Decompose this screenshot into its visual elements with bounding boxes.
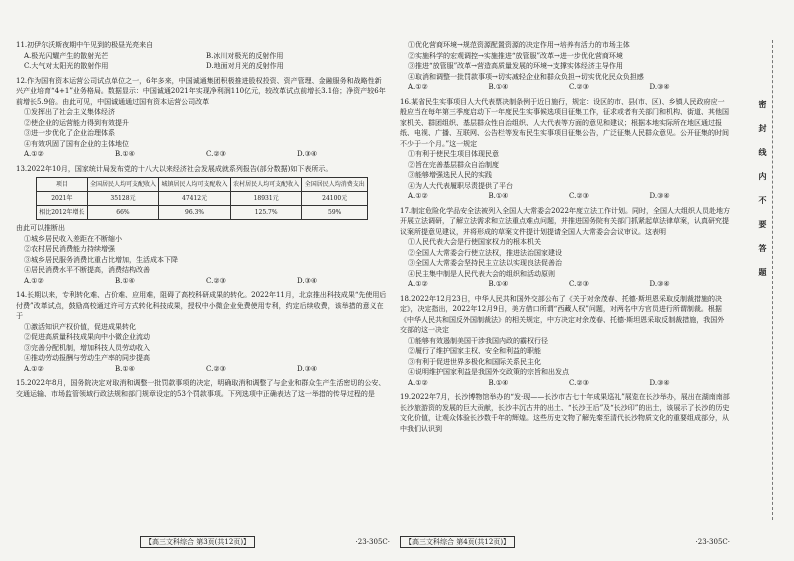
table-header: 项目 xyxy=(37,178,88,192)
question-stem: 11.初伊尔沃斯夜期中午见到的极昼光亮来自 xyxy=(16,41,154,49)
statement: ①有利于使民生项目体现民意 xyxy=(408,150,499,158)
question-14 xyxy=(16,290,388,374)
table-row xyxy=(37,192,368,206)
option-a[interactable]: A.①② xyxy=(408,83,428,91)
option-a[interactable]: A.①② xyxy=(408,280,428,288)
option-a[interactable]: A.①② xyxy=(408,192,428,200)
answer-options xyxy=(16,364,388,375)
statement: ④有效巩固了国有企业的主体地位 xyxy=(24,139,129,148)
question-stem: 15.2022年8月，国务院决定对取消和调整一批罚款事项的决定，明确取消和调整了与企业和群众生产生活密切的公安、交通运输、市场监管领域行政法规和部门规章设定的53个罚款事项。下列选项中正确表达了这一举措的传导过程的是 xyxy=(16,379,386,398)
option-a[interactable]: A.①② xyxy=(408,378,428,387)
statement: ②旨在完善基层群众自治制度 xyxy=(408,160,499,169)
table-row xyxy=(37,206,368,220)
page-footer-left xyxy=(140,536,390,548)
statement: ③完善分配机制，增加科技人员劳动收入 xyxy=(24,343,150,352)
statement: ④推动劳动报酬与劳动生产率的同步提高 xyxy=(24,354,150,362)
option-b[interactable]: B.①④ xyxy=(115,364,135,373)
statement: ④为人大代表履职尽责提供了平台 xyxy=(408,181,513,190)
table-cell: 35128元 xyxy=(87,192,159,206)
left-column xyxy=(16,40,388,403)
option-c[interactable]: C.②③ xyxy=(569,378,589,387)
option-b[interactable]: B.①④ xyxy=(488,280,509,288)
statement: ③推进“放管服”改革→营造高质量发展的环境→支撑实体经济主导作用 xyxy=(408,62,623,70)
answer-options xyxy=(16,51,388,72)
answer-options xyxy=(400,279,730,290)
statement: ④取消和调整一批罚款事项→切实减轻企业和群众负担→切实优化民众负担感 xyxy=(408,72,644,81)
question-18 xyxy=(400,294,730,389)
statement: ②农村居民消费能力持续增强 xyxy=(24,245,115,253)
table-cell: 66% xyxy=(87,206,159,220)
statement: ②促进高质量科技成果向中小微企业流动 xyxy=(24,333,150,341)
answer-options xyxy=(16,149,388,160)
statement: ③能够增强选民人民的实践 xyxy=(408,171,492,179)
table-cell: 2021年 xyxy=(37,192,88,206)
statement: ③进一步优化了企业治理体系 xyxy=(24,129,115,137)
question-12 xyxy=(16,76,388,160)
page-footer-right xyxy=(400,536,730,548)
table-header: 农村居民人均可支配收入 xyxy=(230,178,302,192)
question-stem: 13.2022年10月，国家统计局发布党的十八大以来经济社会发展成就系列报告(部分数据)如下表所示。 xyxy=(16,164,333,173)
table-cell: 18931元 xyxy=(230,192,302,206)
statement: ②全国人大常委会行使立法权，推进法治国家建设 xyxy=(408,248,562,257)
seal-line-note: 密封线内不要答题 xyxy=(758,100,768,292)
question-stem: 16.某省民生实事项目人大代表票决制条例于近日施行，规定：设区的市、县(市、区)、乡镇人民政府应一般应当在每年第三季度启动下一年度民生实事候选项目征集工作，征求或者有关部门和机构、街道、其他国家机关、群团组织、基层群众性自治组织、人大代表等方面的意见和建议；根据本地实际所在地区通过报纸、电视、广播、互联网、公告栏等发布民生实事项目征集公告，广泛征集人民群众意见。公开征集的时间不少于一个月。”这一规定 xyxy=(400,97,729,148)
question-15 xyxy=(16,378,388,399)
question-17 xyxy=(400,206,730,290)
question-stem: 12.作为国有资本运营公司试点单位之一，6年多来，中国诚通集团积极推进股权投资、资产管理、金融服务和战略性新兴产业培育“4+1”业务格局。数据显示：中国诚通2021年实现净利润110亿元，较改革试点前增长3.1倍；净资产较6年前增长5.9倍。由此可见，中国诚通通过国有资本运营公司改革 xyxy=(16,76,386,106)
table-cell: 125.7% xyxy=(230,206,302,220)
statement: ③城乡居民服务消费比重占比增加，生活成本下降 xyxy=(24,255,178,264)
statement: ②履行了维护国家主权、安全和利益的职能 xyxy=(408,347,541,355)
question-19 xyxy=(400,392,730,434)
option-c[interactable]: C.②③ xyxy=(206,364,226,373)
table-cell: 24100元 xyxy=(302,192,368,206)
question-16 xyxy=(400,97,730,202)
table-cell: 相比2012年增长 xyxy=(37,206,88,220)
answer-options xyxy=(400,82,730,93)
option-b[interactable]: B.①④ xyxy=(115,150,135,158)
option-b[interactable]: B.①④ xyxy=(488,378,509,387)
statement: ①优化营商环境→规范资源配置资源的决定作用→培养有活力的市场主体 xyxy=(408,41,630,49)
table-header-row xyxy=(37,178,368,192)
option-d[interactable]: D.③④ xyxy=(649,378,670,387)
option-b[interactable]: B.①④ xyxy=(488,192,509,200)
statement: ③有利于促进世界多极化和国际关系民主化 xyxy=(408,357,541,366)
statement: ④说明维护国家利益是我国外交政策的宗旨和出发点 xyxy=(408,368,569,376)
statement: ②实施科学的宏观调控→实施推进“放管服”改革→进一步优化营商环境 xyxy=(408,51,623,60)
statement: ①人民代表大会是行使国家权力的根本机关 xyxy=(408,238,541,246)
question-stem: 17.制定危险化学品安全法被列入全国人大常委会2022年度立法工作计划。同时，全国人大组织人员赴地方开展立法调研，了解立法需求和立法重点难点问题，并推进国务院有关部门抓紧起草法律草案，认真研究提议案所提意见建议，并将形成的草案文件提计划提请全国人大常委会会议审议。这表明 xyxy=(400,206,730,236)
option-b[interactable]: B.冰川对极光的反射作用 xyxy=(206,51,284,60)
question-stem: 14.长期以来，专利转化难、占价难、应用难，阻碍了高校科研成果的转化。2022年11月，北京推出科技成果“先使用后付费”改革试点，鼓励高校通过许可方式转化科技成果，授权中小微企业免费使用专利，约定后续收费，该举措的意义在于 xyxy=(16,291,387,320)
question-15-continued xyxy=(400,40,730,93)
footer-code: ·23-305C· xyxy=(355,538,390,546)
footer-code: ·23-305C· xyxy=(695,538,730,546)
statement: ②使企业的运营能力得到有效提升 xyxy=(24,118,129,127)
question-stem: 19.2022年7月，长沙博物馆举办的“发·现——长沙市古七十年成果巡礼”展览在长沙举办，展出在湖南南部长沙旅游资的发展的巨大贡献，长沙丰沉古井的出土、“长沙王后”及“长沙印”的出土，该展示了长沙的历史文化价值，让观众体验长沙数千年的辉煌。这些历史文物了解先秦至清代长沙物质文化的重要组成部分，从中我们认识到 xyxy=(400,393,730,433)
statement: ①发挥出了社会主义集体经济 xyxy=(24,108,115,116)
statistics-table xyxy=(36,177,368,220)
footer-label: 【高三文科综合 第3页(共12页)】 xyxy=(140,536,255,548)
seal-line xyxy=(772,40,773,520)
question-11 xyxy=(16,40,388,72)
table-cell: 47412元 xyxy=(159,192,231,206)
statement: ④居民消费水平不断提高，消费结构改善 xyxy=(24,266,150,274)
table-header: 全国居民人均可支配收入 xyxy=(87,178,159,192)
answer-options xyxy=(400,378,730,389)
table-cell: 59% xyxy=(302,206,368,220)
right-column xyxy=(400,40,730,438)
statement: ③全国人大常委会坚持民主立法以实现良法促善治 xyxy=(408,259,562,267)
statement: ①激活知识产权价值，促进成果转化 xyxy=(24,322,136,331)
table-header: 城镇居民人均可支配收入 xyxy=(159,178,231,192)
option-c[interactable]: C.②③ xyxy=(569,280,589,288)
option-c[interactable]: C.大气对太阳光的散射作用 xyxy=(24,62,109,70)
table-cell: 96.3% xyxy=(159,206,231,220)
option-d[interactable]: D.③④ xyxy=(649,83,670,91)
answer-options xyxy=(16,276,388,287)
option-c[interactable]: C.②③ xyxy=(569,83,589,91)
option-b[interactable]: B.①④ xyxy=(488,83,509,91)
table-header: 全国居民人均消费支出 xyxy=(302,178,368,192)
option-c[interactable]: C.②③ xyxy=(569,192,589,200)
option-d[interactable]: D.③④ xyxy=(297,364,318,373)
question-13 xyxy=(16,164,388,287)
statement: ④民主集中制是人民代表大会的组织和活动原则 xyxy=(408,269,555,278)
option-d[interactable]: D.③④ xyxy=(649,280,670,288)
option-a[interactable]: A.①② xyxy=(24,150,44,158)
option-d[interactable]: D.地面对月光的反射作用 xyxy=(206,62,284,70)
option-c[interactable]: C.②③ xyxy=(206,150,226,158)
answer-options xyxy=(400,191,730,202)
question-stem: 18.2022年12月23日，中华人民共和国外交部公布了《关于对余茂春、托德·斯坦恩采取反制裁措施的决定》，决定指出，2022年12月9日，美方借口所谓“西藏人权”问题，对两名中方官员进行所谓制裁。根据《中华人民共和国反外国制裁法》的相关规定，中方决定对余茂春、托德·斯坦恩采取反制裁措施，我国外交部的这一决定 xyxy=(400,294,725,334)
statement: ①城乡居民收入差距在不断缩小 xyxy=(24,234,122,243)
footer-label: 【高三文科综合 第4页(共12页)】 xyxy=(400,536,515,548)
option-d[interactable]: D.③④ xyxy=(649,192,670,200)
statement: ①能够有效遏制美国干涉我国内政的霸权行径 xyxy=(408,336,548,345)
option-c[interactable]: C.②③ xyxy=(206,276,226,285)
option-a[interactable]: A.①② xyxy=(24,276,44,285)
option-a[interactable]: A.①② xyxy=(24,364,44,373)
option-d[interactable]: D.③④ xyxy=(297,150,318,158)
question-lead: 由此可以推断出 xyxy=(16,224,65,232)
option-d[interactable]: D.③④ xyxy=(297,276,318,285)
option-a[interactable]: A.极光闪耀产生的散射光芒 xyxy=(24,51,109,60)
option-b[interactable]: B.①④ xyxy=(115,276,135,285)
